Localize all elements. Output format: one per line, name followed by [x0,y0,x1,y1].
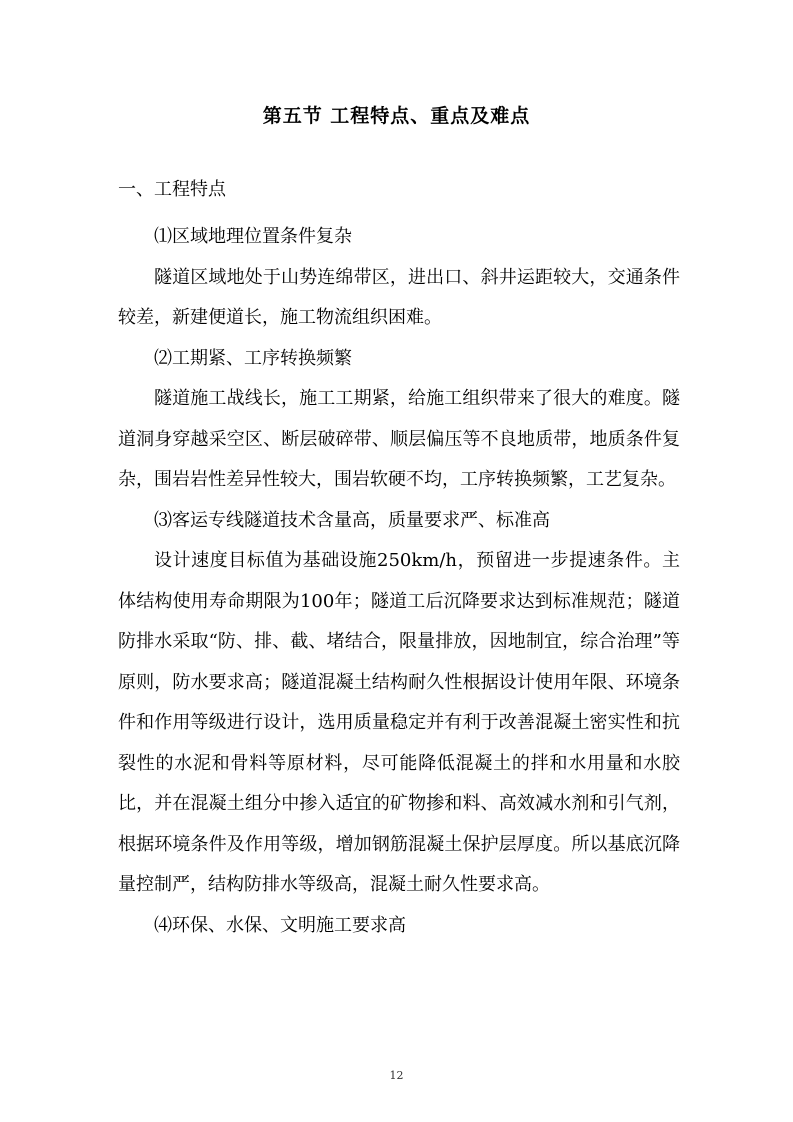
paragraph-2: 隧道施工战线长，施工工期紧，给施工组织带来了很大的难度。隧道洞身穿越采空区、断层破碎带、顺层偏压等不良地质带，地质条件复杂，围岩岩性差异性较大，围岩软硬不均，工序转换频繁，工艺复杂。 [118,388,680,490]
section-heading: 一、工程特点 [118,179,226,200]
document-body [118,217,680,946]
page-title: 第五节 工程特点、重点及难点 [262,105,531,127]
subheading-1: ⑴区域地理位置条件复杂 [154,226,352,247]
subheading-2: ⑵工期紧、工序转换频繁 [154,347,352,369]
subheading-3: ⑶客运专线隧道技术含量高，质量要求严、标准高 [154,509,550,531]
paragraph-3: 设计速度目标值为基础设施250km/h，预留进一步提速条件。主体结构使用寿命期限为100年；隧道工后沉降要求达到标准规范；隧道防排水采取“防、排、截、堵结合，限量排放，因地制宜，综合治理”等原则，防水要求高；隧道混凝土结构耐久性根据设计使用年限、环境条件和作用等级进行设计，选用质量稳定并有利于改善混凝土密实性和抗裂性的水泥和骨料等原材料，尽可能降低混凝土的拌和水用量和水胶比，并在混凝土组分中掺入适宜的矿物掺和料、高效减水剂和引气剂，根据环境条件及作用等级，增加钢筋混凝土保护层厚度。所以基底沉降量控制严，结构防排水等级高，混凝土耐久性要求高。 [118,550,680,895]
subheading-4: ⑷环保、水保、文明施工要求高 [154,914,406,936]
page-number: 12 [389,1069,404,1082]
paragraph-1: 隧道区域地处于山势连绵带区，进出口、斜井运距较大，交通条件较差，新建便道长，施工物流组织困难。 [118,266,680,328]
